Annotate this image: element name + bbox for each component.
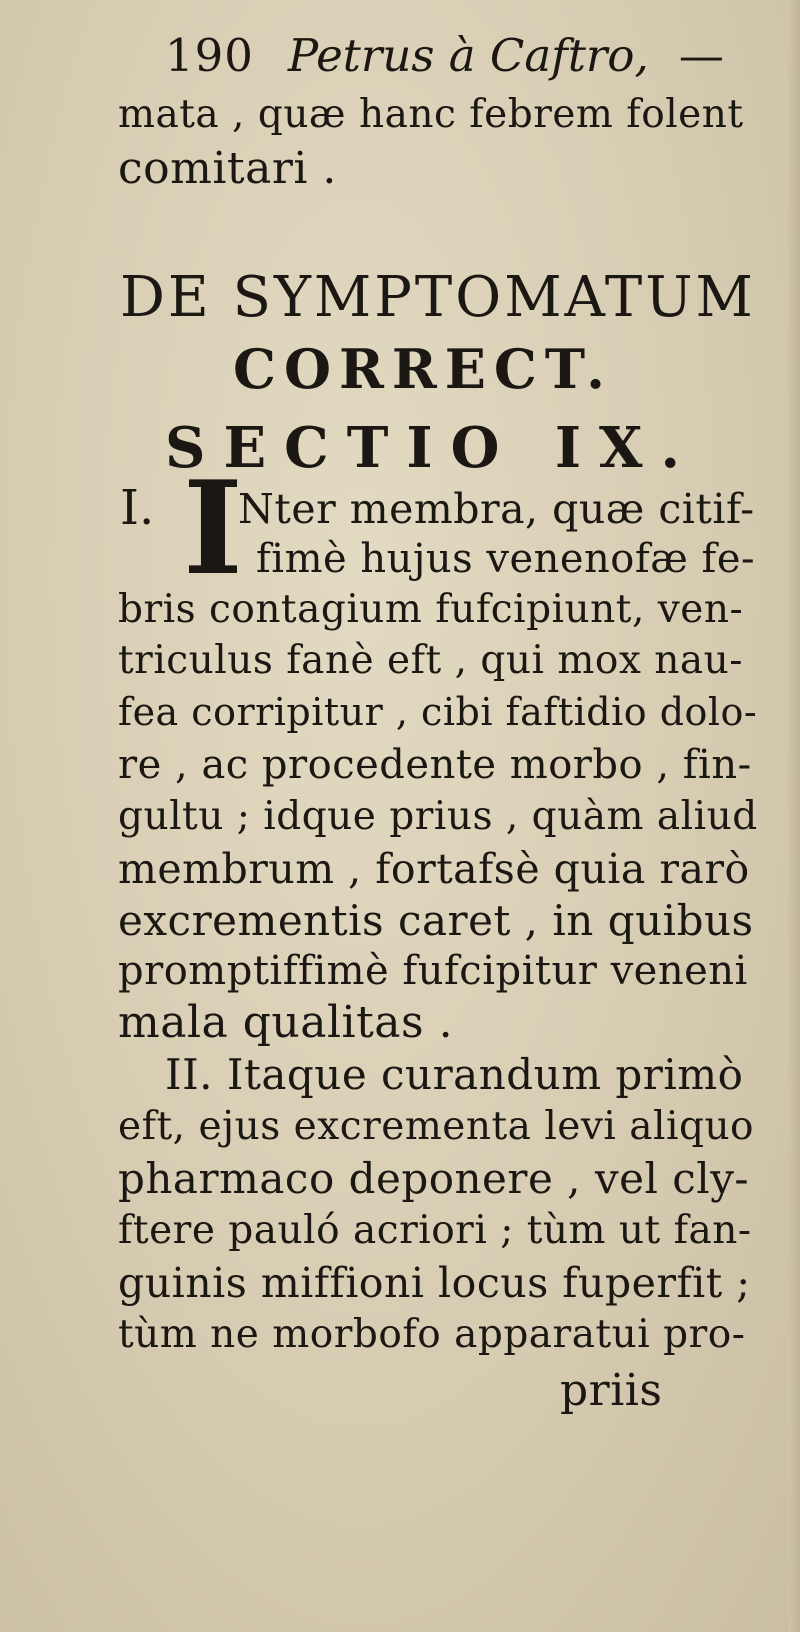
section-heading-line-1: DE SYMPTOMATUM	[120, 265, 756, 330]
text-line: excrementis caret , in quibus	[118, 896, 754, 945]
page-edge	[788, 0, 800, 1632]
paragraph-number: I.	[120, 480, 155, 536]
page-number: 190	[165, 29, 254, 82]
running-head	[165, 26, 725, 86]
text-line: comitari .	[118, 143, 337, 194]
text-line: ftere pauló acriori ; tùm ut fan-	[118, 1208, 752, 1253]
text-line: promptiffimè fufcipitur veneni	[118, 948, 748, 994]
drop-cap: I	[183, 454, 243, 604]
text-line: tùm ne morbofo apparatui pro-	[118, 1312, 746, 1357]
text-line: II. Itaque curandum primò	[165, 1050, 744, 1099]
catchword: priis	[560, 1365, 663, 1416]
text-line: triculus fanè eft , qui mox nau-	[118, 638, 743, 683]
section-heading-line-3: SECTIO IX.	[165, 415, 698, 481]
running-head-dash: —	[678, 29, 724, 82]
running-head-author: Petrus à Caftro,	[287, 29, 649, 82]
text-line: re , ac procedente morbo , fin-	[118, 742, 752, 788]
text-line: eft, ejus excrementa levi aliquo	[118, 1104, 755, 1149]
text-line: fimè hujus venenofæ fe-	[256, 536, 755, 582]
text-line: gultu ; idque prius , quàm aliud	[118, 794, 758, 839]
text-line: mala qualitas .	[118, 997, 454, 1048]
text-line: membrum , fortafsè quia rarò	[118, 845, 750, 893]
section-heading-line-2: CORRECT.	[233, 337, 613, 401]
text-line: Nter membra, quæ citif-	[238, 485, 755, 533]
text-line: bris contagium fufcipiunt, ven-	[118, 587, 744, 632]
text-line: mata , quæ hanc febrem folent	[118, 92, 744, 137]
text-line: guinis miffioni locus fuperfit ;	[118, 1259, 751, 1307]
text-line: fea corripitur , cibi faftidio dolo-	[118, 690, 758, 734]
text-line: pharmaco deponere , vel cly-	[118, 1154, 750, 1203]
